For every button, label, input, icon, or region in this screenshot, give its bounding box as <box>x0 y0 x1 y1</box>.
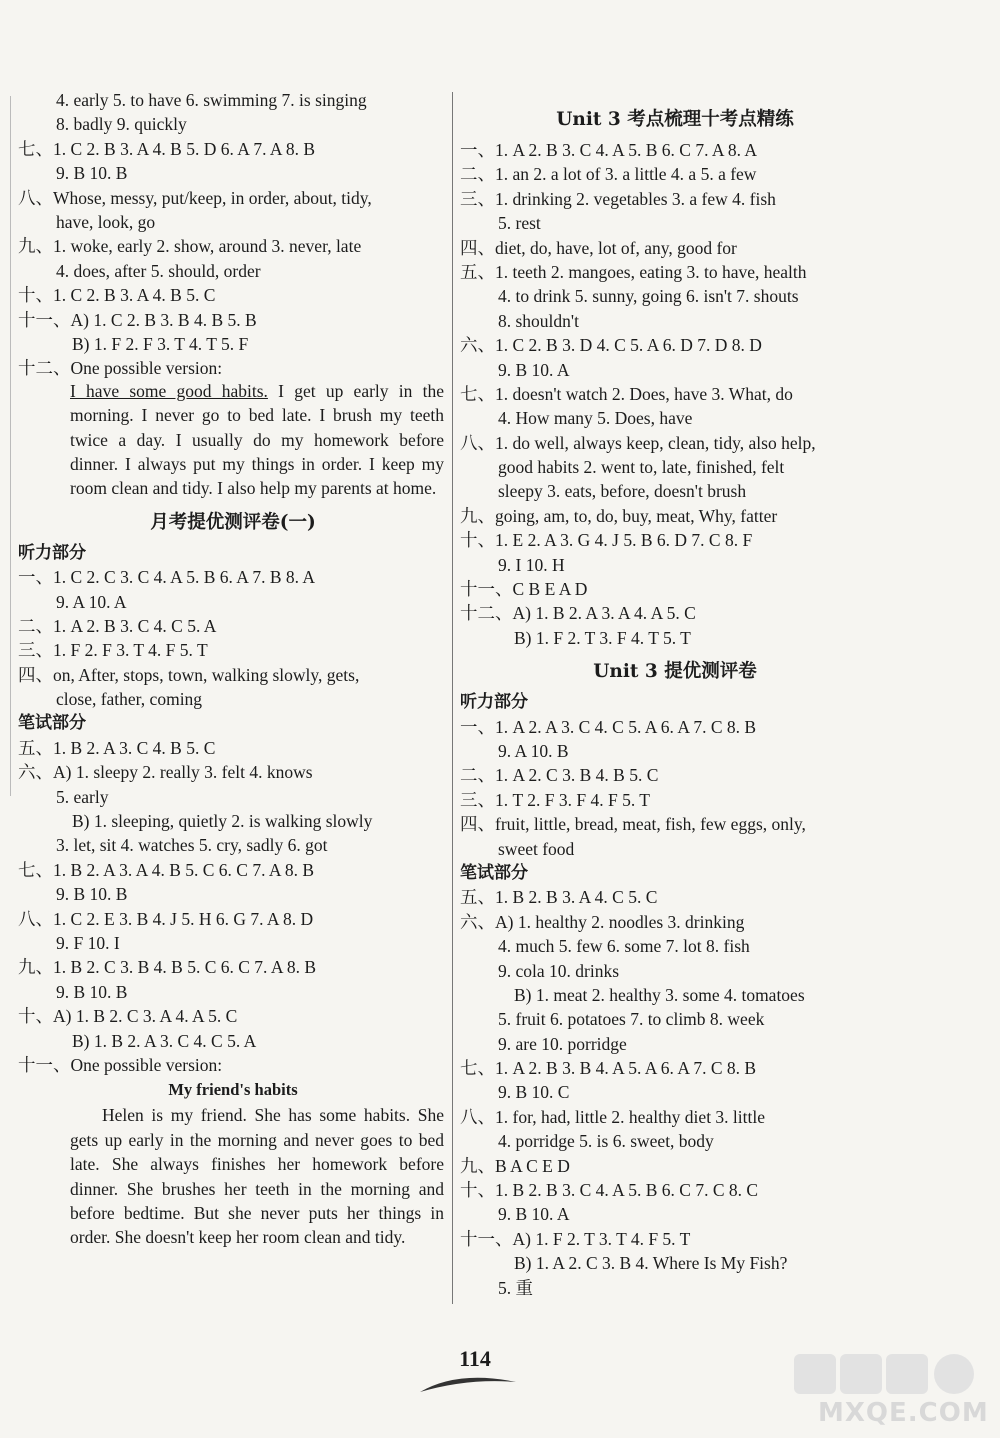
left-c-line: 十、A) 1. B 2. C 3. A 4. A 5. C <box>18 1006 238 1027</box>
essay2-title: My friend's habits <box>168 1080 298 1100</box>
right-c-line: 9. cola 10. drinks <box>498 960 620 981</box>
right-a-line: 5. rest <box>498 213 541 234</box>
writing-section-label-right: 笔试部分 <box>460 862 528 883</box>
left-c-line: 七、1. B 2. A 3. A 4. B 5. C 6. C 7. A 8. B <box>18 859 315 880</box>
left-a-line: 4. does, after 5. should, order <box>56 260 261 281</box>
right-a-line: 七、1. doesn't watch 2. Does, have 3. What, do <box>460 383 793 404</box>
right-a-line: 三、1. drinking 2. vegetables 3. a few 4. fish <box>460 188 776 209</box>
left-b-line: 9. A 10. A <box>56 591 127 612</box>
left-column <box>18 88 448 1250</box>
left-c-line: 十一、One possible version: <box>18 1054 223 1075</box>
right-c-line: B) 1. A 2. C 3. B 4. Where Is My Fish? <box>514 1253 788 1274</box>
right-a-line: 九、going, am, to, do, buy, meat, Why, fatter <box>460 505 778 526</box>
left-a-line: 九、1. woke, early 2. show, around 3. never, late <box>18 236 362 257</box>
writing-section-label: 笔试部分 <box>18 713 86 734</box>
left-c-line: 5. early <box>56 786 109 807</box>
right-a-line: 五、1. teeth 2. mangoes, eating 3. to have, health <box>460 261 807 282</box>
right-b-line: 二、1. A 2. C 3. B 4. B 5. C <box>460 765 659 786</box>
margin-line <box>10 96 11 796</box>
right-column <box>460 88 890 1300</box>
right-answers-b <box>460 715 890 861</box>
listening-section-label: 听力部分 <box>18 542 86 563</box>
right-c-line: 八、1. for, had, little 2. healthy diet 3. little <box>460 1106 766 1127</box>
left-answers-b <box>18 565 448 711</box>
right-a-line: 4. to drink 5. sunny, going 6. isn't 7. shouts <box>498 286 799 307</box>
left-c-line: 九、1. B 2. C 3. B 4. B 5. C 6. C 7. A 8. B <box>18 957 317 978</box>
essay-friend-habits: Helen is my friend. She has some habits. She gets up early in the morning and never goes to bed late. She always finishes her homework before dinner. She brushes her teeth in the morning and before bedtime. But she never puts her things in order. She doesn't keep her room clean and tidy. <box>70 1105 444 1248</box>
right-a-line: 8. shouldn't <box>498 310 579 331</box>
right-a-line: good habits 2. went to, late, finished, felt <box>498 457 785 478</box>
essay-good-habits <box>18 379 448 501</box>
left-a-line: have, look, go <box>56 211 156 232</box>
right-b-line: 一、1. A 2. A 3. C 4. C 5. A 6. A 7. C 8. B <box>460 716 757 737</box>
right-a-line: 一、1. A 2. B 3. C 4. A 5. B 6. C 7. A 8. A <box>460 140 758 160</box>
right-answers-c <box>460 885 890 1300</box>
watermark-text: MXQE.COM <box>818 1398 989 1428</box>
right-c-line: 九、B A C E D <box>460 1155 570 1176</box>
left-b-line: close, father, coming <box>56 689 203 710</box>
left-c-line: 9. F 10. I <box>56 932 120 953</box>
page-number: 114 <box>459 1346 491 1371</box>
heading-unit3-test: Unit 3 提优测评卷 <box>593 661 757 683</box>
right-c-line: 9. B 10. A <box>498 1204 570 1225</box>
right-c-line: 十、1. B 2. B 3. C 4. A 5. B 6. C 7. C 8. C <box>460 1180 759 1201</box>
left-c-line: 六、A) 1. sleepy 2. really 3. felt 4. knows <box>18 762 313 783</box>
listening-section-label-right: 听力部分 <box>460 692 528 713</box>
right-c-line: 5. fruit 6. potatoes 7. to climb 8. week <box>498 1009 765 1030</box>
left-b-line: 四、on, After, stops, town, walking slowly, gets, <box>18 664 360 685</box>
left-c-line: 9. B 10. B <box>56 981 128 1002</box>
right-a-line: B) 1. F 2. T 3. F 4. T 5. T <box>514 627 691 648</box>
right-c-line: 七、1. A 2. B 3. B 4. A 5. A 6. A 7. C 8. B <box>460 1058 757 1079</box>
left-answers-a <box>18 88 448 381</box>
right-a-line: 二、1. an 2. a lot of 3. a little 4. a 5. a few <box>460 164 757 185</box>
left-c-line: B) 1. sleeping, quietly 2. is walking slowly <box>72 811 373 832</box>
right-c-line: 五、1. B 2. B 3. A 4. C 5. C <box>460 887 658 908</box>
left-a-line: 十、1. C 2. B 3. A 4. B 5. C <box>18 285 216 306</box>
left-c-line: B) 1. B 2. A 3. C 4. C 5. A <box>72 1030 257 1051</box>
right-c-line: 4. much 5. few 6. some 7. lot 8. fish <box>498 936 750 957</box>
left-a-line: 八、Whose, messy, put/keep, in order, about, tidy, <box>18 187 372 208</box>
left-b-line: 三、1. F 2. F 3. T 4. F 5. T <box>18 640 208 661</box>
left-answers-c <box>18 736 448 1077</box>
left-a-line: 十二、One possible version: <box>18 358 223 379</box>
right-a-line: 十、1. E 2. A 3. G 4. J 5. B 6. D 7. C 8. F <box>460 530 753 551</box>
right-c-line: 六、A) 1. healthy 2. noodles 3. drinking <box>460 911 745 932</box>
left-c-line: 3. let, sit 4. watches 5. cry, sadly 6. got <box>56 835 328 856</box>
right-a-line: 4. How many 5. Does, have <box>498 408 693 429</box>
essay1-body: I get up early in the morning. I never go to bed late. I brush my teeth twice a day. I usually do my homework before dinner. I always put my things in order. I keep my room clean and tidy. I also help my parents at home. <box>70 380 444 499</box>
left-a-line: 8. badly 9. quickly <box>56 114 187 135</box>
left-c-line: 9. B 10. B <box>56 884 128 905</box>
heading-monthly-test: 月考提优测评卷(一) <box>150 511 316 533</box>
right-c-line: 9. are 10. porridge <box>498 1033 627 1054</box>
heading-unit3-review: Unit 3 考点梳理十考点精练 <box>556 109 794 130</box>
right-a-line: 十一、C B E A D <box>460 579 588 600</box>
right-c-line: 十一、A) 1. F 2. T 3. T 4. F 5. T <box>460 1228 691 1249</box>
right-c-line: 5. 重 <box>498 1277 533 1298</box>
right-a-line: 9. I 10. H <box>498 554 565 575</box>
right-a-line: sleepy 3. eats, before, doesn't brush <box>498 481 747 502</box>
column-divider <box>452 92 453 1304</box>
left-a-line: 七、1. C 2. B 3. A 4. B 5. D 6. A 7. A 8. B <box>18 138 316 159</box>
right-a-line: 十二、A) 1. B 2. A 3. A 4. A 5. C <box>460 603 696 624</box>
left-a-line: B) 1. F 2. F 3. T 4. T 5. F <box>72 333 249 354</box>
left-a-line: 9. B 10. B <box>56 163 128 184</box>
right-answers-a <box>460 138 890 650</box>
right-c-line: B) 1. meat 2. healthy 3. some 4. tomatoes <box>514 984 805 1005</box>
right-b-line: sweet food <box>498 838 575 859</box>
right-b-line: 9. A 10. B <box>498 740 569 761</box>
left-a-line: 十一、A) 1. C 2. B 3. B 4. B 5. B <box>18 309 257 330</box>
left-c-line: 五、1. B 2. A 3. C 4. B 5. C <box>18 737 216 758</box>
right-a-line: 9. B 10. A <box>498 359 570 380</box>
left-b-line: 一、1. C 2. C 3. C 4. A 5. B 6. A 7. B 8. A <box>18 567 316 588</box>
left-a-line: 4. early 5. to have 6. swimming 7. is singing <box>56 90 367 110</box>
essay1-underlined: I have some good habits. <box>70 380 268 401</box>
right-a-line: 六、1. C 2. B 3. D 4. C 5. A 6. D 7. D 8. D <box>460 335 762 356</box>
right-c-line: 4. porridge 5. is 6. sweet, body <box>498 1131 714 1152</box>
right-b-line: 三、1. T 2. F 3. F 4. F 5. T <box>460 789 650 810</box>
right-c-line: 9. B 10. C <box>498 1082 570 1103</box>
right-a-line: 四、diet, do, have, lot of, any, good for <box>460 237 737 258</box>
left-b-line: 二、1. A 2. B 3. C 4. C 5. A <box>18 615 217 636</box>
watermark-logo-icon <box>792 1350 978 1398</box>
right-b-line: 四、fruit, little, bread, meat, fish, few eggs, only, <box>460 814 806 835</box>
right-a-line: 八、1. do well, always keep, clean, tidy, also help, <box>460 432 816 453</box>
left-c-line: 八、1. C 2. E 3. B 4. J 5. H 6. G 7. A 8. D <box>18 908 314 929</box>
